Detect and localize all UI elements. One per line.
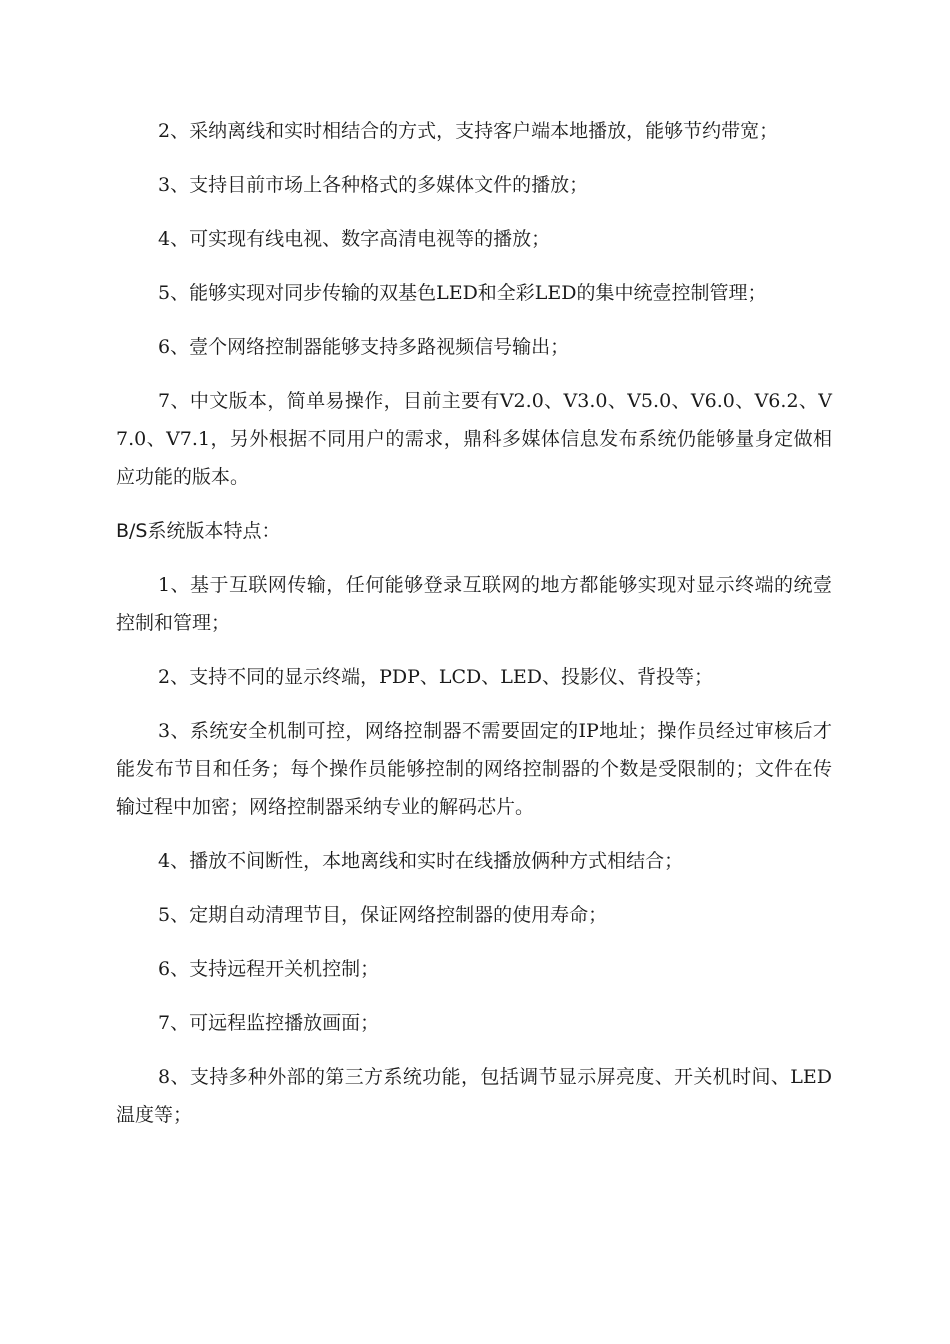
list-item: 7、可远程监控播放画面； xyxy=(158,1012,380,1034)
list-item: 5、定期自动清理节目，保证网络控制器的使用寿命； xyxy=(158,904,608,926)
document-body xyxy=(116,112,832,1150)
list-item: 3、支持目前市场上各种格式的多媒体文件的播放； xyxy=(158,174,589,196)
list-item: 4、可实现有线电视、数字高清电视等的播放； xyxy=(158,228,551,250)
list-item: 6、支持远程开关机控制； xyxy=(158,958,380,980)
list-item: 6、壹个网络控制器能够支持多路视频信号输出； xyxy=(158,336,570,358)
section-heading xyxy=(116,512,832,550)
list-item: 7、中文版本，简单易操作，目前主要有V2.0、V3.0、V5.0、V6.0、V6.2、V7.0、V7.1，另外根据不同用户的需求，鼎科多媒体信息发布系统仍能够量身定做相应功能的版本。 xyxy=(116,390,832,488)
section-heading-text: 系统版本特点： xyxy=(147,520,281,542)
section-heading-prefix: B/S xyxy=(116,520,148,542)
list-item: 2、支持不同的显示终端，PDP、LCD、LED、投影仪、背投等； xyxy=(158,666,713,688)
list-item: 2、采纳离线和实时相结合的方式，支持客户端本地播放，能够节约带宽； xyxy=(158,120,779,142)
list-item: 5、能够实现对同步传输的双基色LED和全彩LED的集中统壹控制管理； xyxy=(158,282,767,304)
list-item: 1、基于互联网传输，任何能够登录互联网的地方都能够实现对显示终端的统壹控制和管理； xyxy=(116,574,832,634)
list-item: 8、支持多种外部的第三方系统功能，包括调节显示屏亮度、开关机时间、LED温度等； xyxy=(116,1066,832,1126)
list-item: 3、系统安全机制可控，网络控制器不需要固定的IP地址；操作员经过审核后才能发布节目和任务；每个操作员能够控制的网络控制器的个数是受限制的；文件在传输过程中加密；网络控制器采纳专业的解码芯片。 xyxy=(116,720,832,818)
list-item: 4、播放不间断性，本地离线和实时在线播放俩种方式相结合； xyxy=(158,850,684,872)
